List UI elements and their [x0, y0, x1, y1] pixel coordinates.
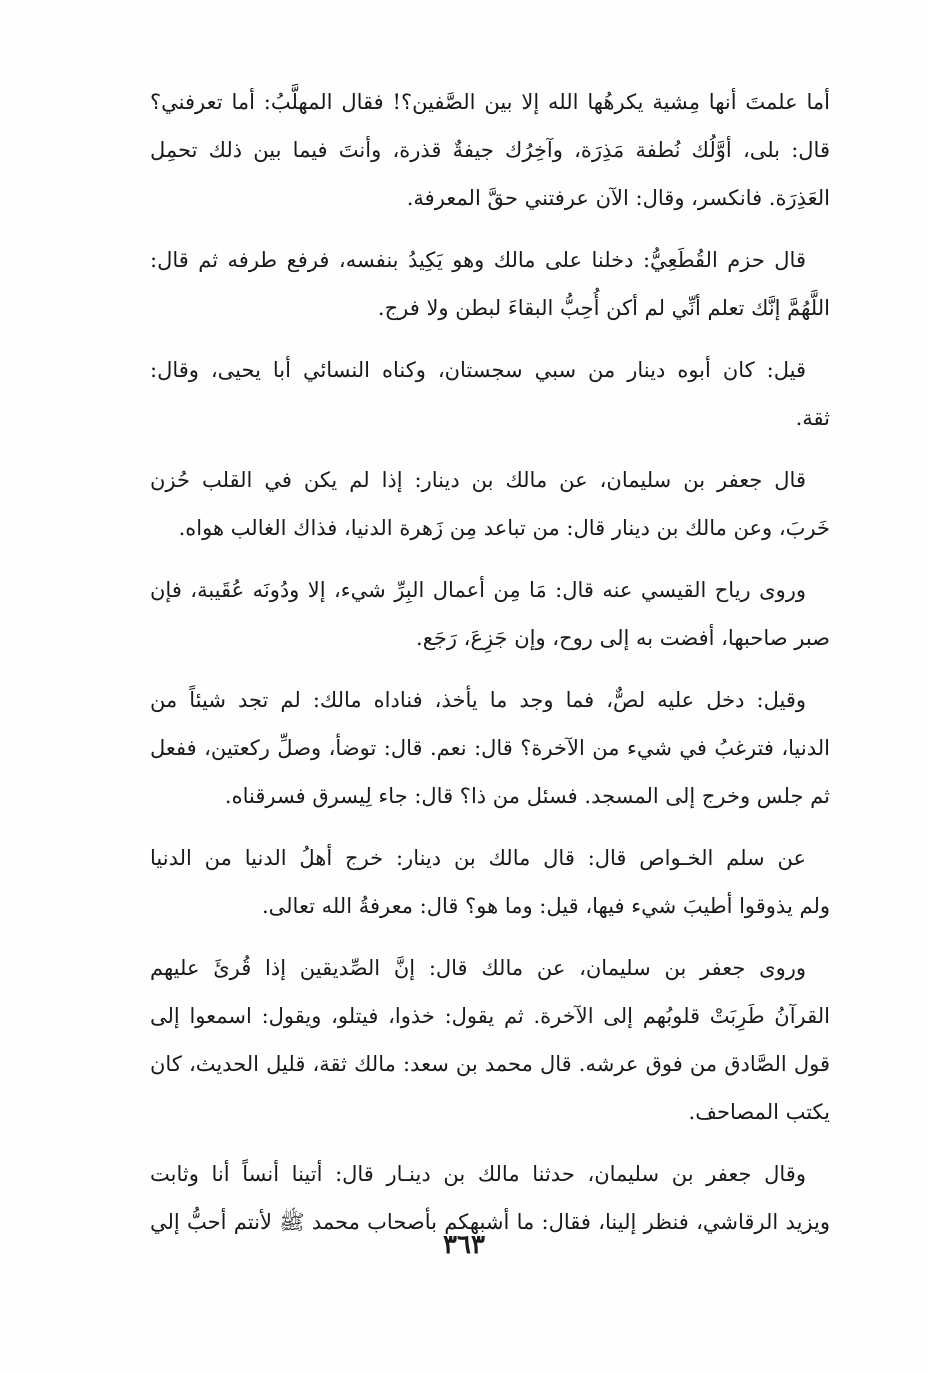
paragraph	[150, 78, 830, 222]
paragraph	[150, 346, 830, 442]
text-line: قول الصَّادق من فوق عرشه. قال محمد بن سعد: مالك ثقة، قليل الحديث، كان	[150, 1052, 830, 1076]
text-line: اللَّهُمَّ إنَّك تعلم أنِّي لم أكن أُحِبُّ البقاءَ لبطن ولا فرج.	[377, 296, 830, 320]
page-number: ٣٦٣	[443, 1230, 485, 1260]
text-line: وروى رياح القيسي عنه قال: مَا مِن أعمال البِرِّ شيء، إلا ودُونَه عُقَيبة، فإن	[150, 578, 806, 602]
text-line: قال حزم القُطَعِيُّ: دخلنا على مالك وهو يَكِيدُ بنفسه، فرفع طرفه ثم قال:	[150, 248, 806, 272]
text-line: خَربَ، وعن مالك بن دينار قال: من تباعد مِن زَهرة الدنيا، فذاك الغالب هواه.	[178, 516, 830, 540]
text-line: صبر صاحبها، أفضت به إلى روح، وإن جَزِعَ، رَجَع.	[416, 626, 830, 650]
text-line: قيل: كان أبوه دينار من سبي سجستان، وكناه النسائي أبا يحيى، وقال:	[150, 358, 806, 382]
text-line: الدنيا، فترغبُ في شيء من الآخرة؟ قال: نعم. قال: توضأ، وصلِّ ركعتين، ففعل	[150, 736, 830, 760]
text-line: عن سلم الخـواص قال: قال مالك بن دينار: خرج أهلُ الدنيا من الدنيا	[150, 846, 806, 870]
page-body-text	[150, 78, 830, 1260]
text-line: ثم جلس وخرج إلى المسجد. فسئل من ذا؟ قال: جاء لِيسرق فسرقناه.	[224, 784, 830, 808]
text-line: وروى جعفر بن سليمان، عن مالك قال: إنَّ الصِّديقين إذا قُرئَ عليهم	[150, 956, 806, 980]
text-line: أما علمتَ أنها مِشية يكرهُها الله إلا بين الصَّفين؟! فقال المهلَّبُ: أما تعرفني؟	[150, 90, 830, 114]
paragraph	[150, 566, 830, 662]
text-line: ولم يذوقوا أطيبَ شيء فيها، قيل: وما هو؟ قال: معرفةُ الله تعالى.	[261, 894, 830, 918]
text-line: العَذِرَة. فانكسر، وقال: الآن عرفتني حقَّ المعرفة.	[406, 186, 830, 210]
text-line: قال جعفر بن سليمان، عن مالك بن دينار: إذا لم يكن في القلب حُزن	[150, 468, 806, 492]
paragraph	[150, 456, 830, 552]
paragraph	[150, 676, 830, 820]
text-line: القرآنُ طَرِبَتْ قلوبُهم إلى الآخرة. ثم يقول: خذوا، فيتلو، ويقول: اسمعوا إلى	[150, 1004, 830, 1028]
text-line: ويزيد الرقاشي، فنظر إلينا، فقال: ما أشبهكم بأصحاب محمد ﷺ لأنتم أحبُّ إلي	[150, 1210, 830, 1234]
text-line: وقيل: دخل عليه لصٌّ، فما وجد ما يأخذ، فناداه مالك: لم تجد شيئاً من	[150, 688, 806, 712]
text-line: وقال جعفر بن سليمان، حدثنا مالك بن دينـار قال: أتينا أنساً أنا وثابت	[150, 1162, 806, 1186]
text-line: قال: بلى، أوَّلُك نُطفة مَذِرَة، وآخِرُك جيفةٌ قذرة، وأنتَ فيما بين ذلك تحمِل	[150, 138, 830, 162]
text-line: ثقة.	[795, 406, 830, 430]
text-line: يكتب المصاحف.	[688, 1100, 830, 1124]
paragraph	[150, 834, 830, 930]
paragraph	[150, 944, 830, 1136]
paragraph	[150, 236, 830, 332]
